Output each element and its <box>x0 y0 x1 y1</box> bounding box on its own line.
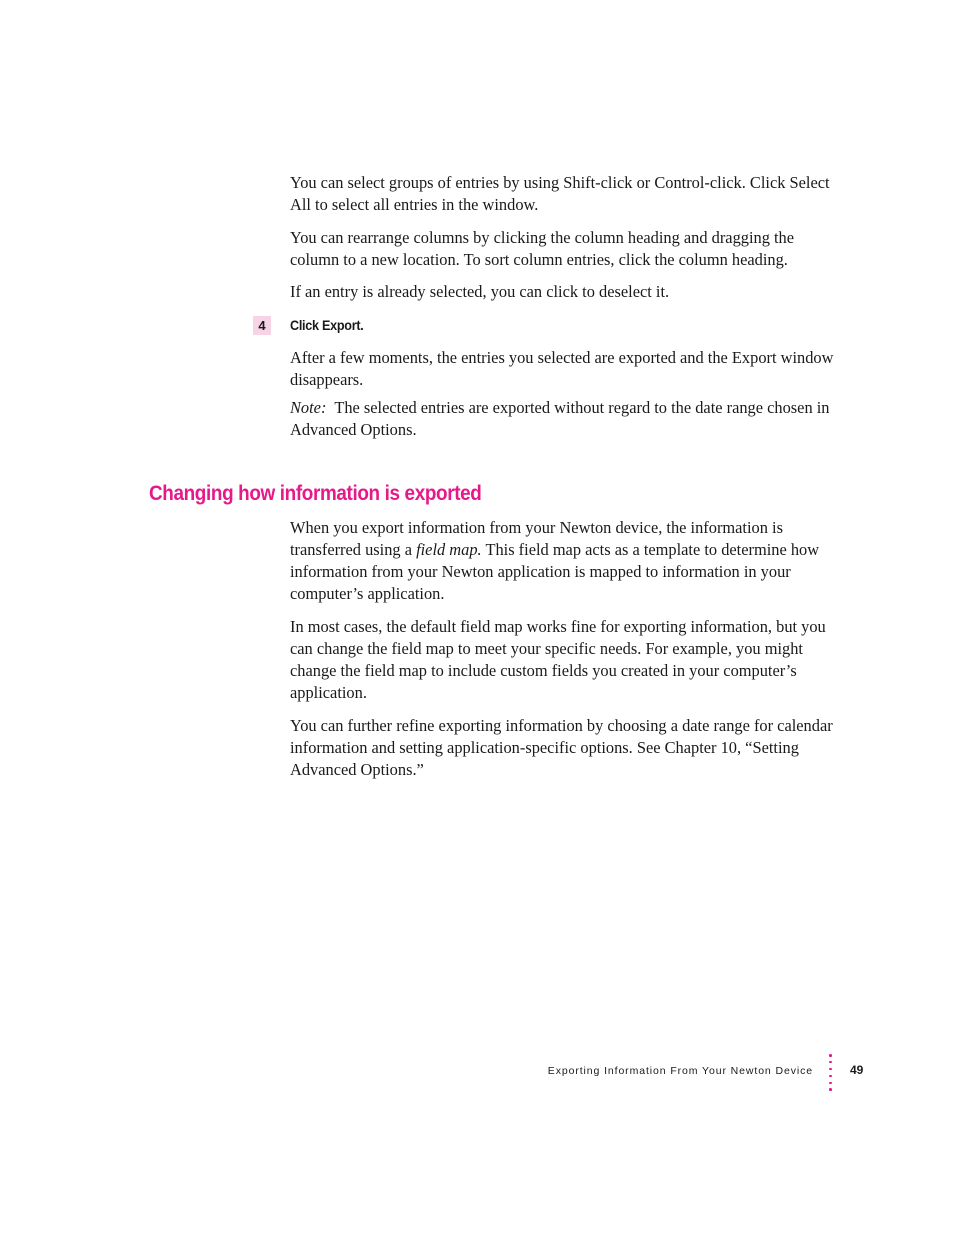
note-text: The selected entries are exported without regard to the date range chosen in Advanced Options. <box>290 398 830 439</box>
field-map-text-after: This field map acts as a template to determine how information from your Newton application is mapped to information in your computer’s application. <box>290 540 820 603</box>
field-map-text-before: When you export information from your Newton device, the information is transferred using a <box>290 518 783 559</box>
paragraph-select-groups: You can select groups of entries by using Shift-click or Control-click. Click Select All to select all entries in the window. <box>290 173 830 214</box>
step-number-badge: 4 <box>253 316 271 335</box>
note-paragraph <box>290 397 835 441</box>
paragraph-rearrange-columns: You can rearrange columns by clicking the column heading and dragging the column to a new location. To sort column entries, click the column heading. <box>290 228 795 269</box>
footer-dot-separator <box>829 1054 833 1094</box>
step-result-block <box>290 347 835 441</box>
page-number: 49 <box>850 1063 864 1077</box>
field-map-term: field map. <box>416 540 482 559</box>
section-paragraphs <box>290 517 835 781</box>
running-footer-title: Exporting Information From Your Newton Device <box>547 1065 813 1077</box>
intro-paragraphs <box>290 172 835 303</box>
paragraph-export-result: After a few moments, the entries you selected are exported and the Export window disappears. <box>290 348 834 389</box>
paragraph-deselect: If an entry is already selected, you can click to deselect it. <box>290 282 670 301</box>
section-heading: Changing how information is exported <box>149 482 482 505</box>
paragraph-field-map <box>290 517 835 605</box>
paragraph-refine-exporting: You can further refine exporting information by choosing a date range for calendar information and setting application-specific options. See Chapter 10, “Setting Advanced Options.” <box>290 716 833 779</box>
step-instruction: Click Export. <box>290 317 364 333</box>
note-label: Note: <box>290 398 327 417</box>
paragraph-default-field-map: In most cases, the default field map works fine for exporting information, but you can change the field map to meet your specific needs. For example, you might change the field map to include custom fields you created in your computer’s application. <box>290 617 826 702</box>
